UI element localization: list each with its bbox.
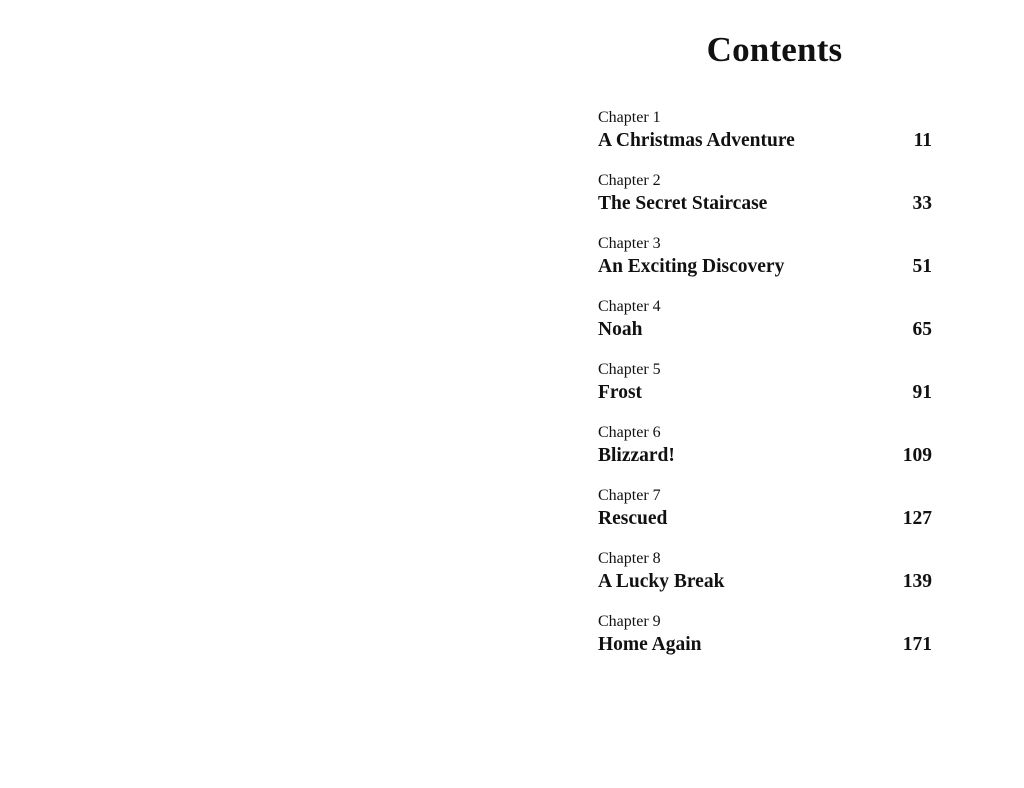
chapter-number: Chapter 4 [598,298,661,315]
chapter-number: Chapter 5 [598,361,661,378]
toc-entry [598,360,932,423]
chapter-page-number: 65 [912,319,932,340]
chapter-title: The Secret Staircase [598,193,768,214]
chapter-page-number: 171 [902,634,932,655]
chapter-number: Chapter 6 [598,424,661,441]
toc-entry [598,234,932,297]
chapter-page-number: 127 [902,508,932,529]
chapter-page-number: 91 [912,382,932,403]
chapter-number: Chapter 1 [598,109,661,126]
contents-list [598,108,932,675]
toc-entry [598,612,932,675]
chapter-number: Chapter 3 [598,235,661,252]
chapter-title: Blizzard! [598,445,675,466]
chapter-page-number: 11 [913,130,932,151]
contents-heading: Contents [706,30,843,69]
chapter-page-number: 139 [902,571,932,592]
chapter-title: Noah [598,319,643,340]
toc-entry [598,486,932,549]
toc-entry [598,423,932,486]
toc-entry [598,549,932,612]
chapter-number: Chapter 8 [598,550,661,567]
chapter-title: Frost [598,382,643,403]
toc-entry [598,108,932,171]
chapter-number: Chapter 2 [598,172,661,189]
chapter-title: Home Again [598,634,702,655]
chapter-page-number: 51 [912,256,932,277]
chapter-page-number: 33 [912,193,932,214]
chapter-title: A Lucky Break [598,571,725,592]
chapter-title: An Exciting Discovery [598,256,785,277]
chapter-title: A Christmas Adventure [598,130,795,151]
chapter-title: Rescued [598,508,668,529]
chapter-number: Chapter 7 [598,487,661,504]
toc-entry [598,297,932,360]
chapter-number: Chapter 9 [598,613,661,630]
toc-entry [598,171,932,234]
chapter-page-number: 109 [902,445,932,466]
